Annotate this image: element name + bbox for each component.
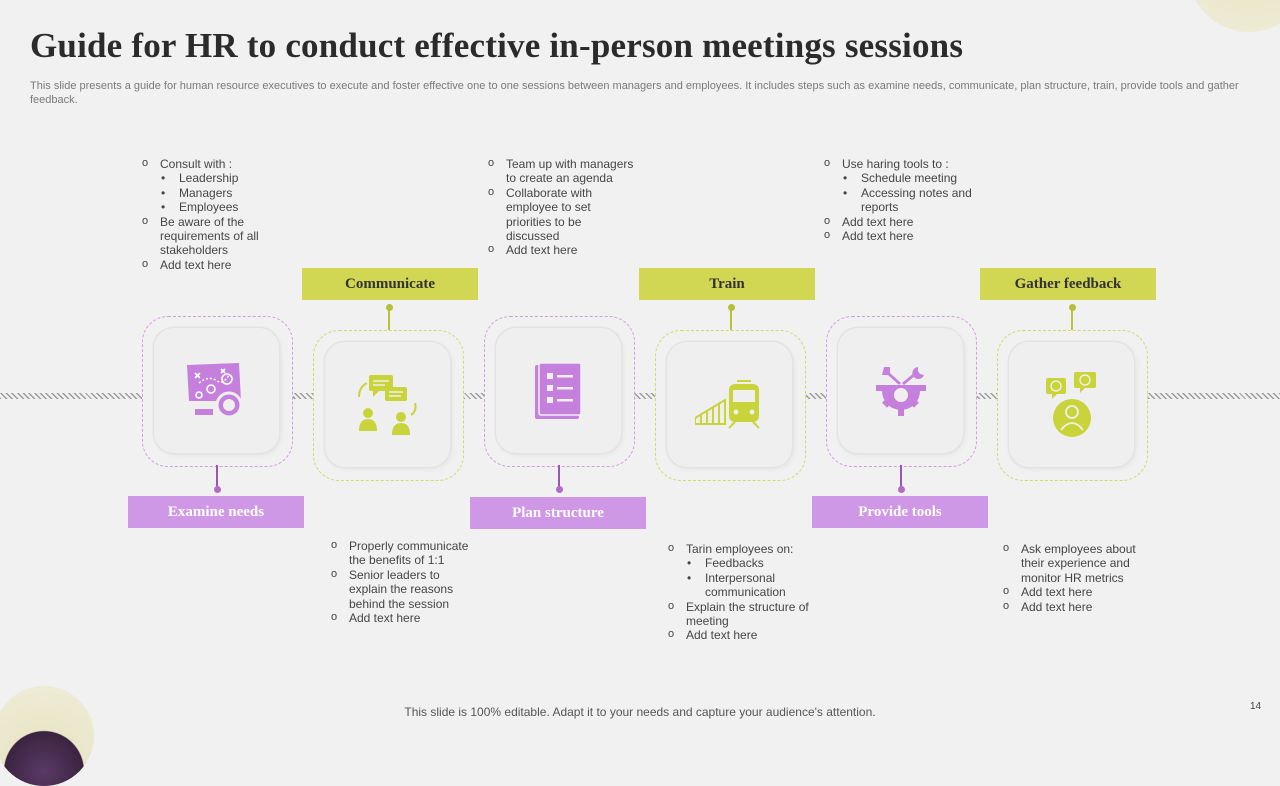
step-card-gather-feedback[interactable] <box>997 330 1148 481</box>
list-item: o Add text here <box>141 258 291 272</box>
decorative-circle-top <box>1188 0 1280 32</box>
text-block-communicate <box>330 539 470 625</box>
list-item: o Team up with managers to create an agenda <box>487 157 637 186</box>
page-subtitle: This slide presents a guide for human resource executives to execute and foster effective one to one sessions between managers and employees. It includes steps such as examine needs, communicate, plan structure, train, provide tools and gather feedback. <box>30 80 1239 106</box>
sub-list-item: • Interpersonal communication <box>667 571 817 600</box>
map-gears-magnifier-icon <box>181 357 253 425</box>
text-block-plan-structure <box>487 157 637 258</box>
connector-dot <box>1069 304 1076 311</box>
connector-dot <box>556 486 563 493</box>
list-item: o Add text here <box>487 243 637 257</box>
step-card-examine-needs[interactable] <box>142 316 293 467</box>
step-label-communicate[interactable]: Communicate <box>302 268 478 300</box>
list-item: o Add text here <box>1002 600 1152 614</box>
decorative-circle-bottom <box>0 686 94 786</box>
list-item: o Add text here <box>1002 585 1152 599</box>
step-label-provide-tools[interactable]: Provide tools <box>812 496 988 528</box>
page-number: 14 <box>1250 701 1262 712</box>
connector-dot <box>728 304 735 311</box>
connector-dot <box>386 304 393 311</box>
text-block-examine-needs <box>141 157 291 272</box>
list-item: o Add text here <box>823 229 983 243</box>
list-item: o Properly communicate the benefits of 1:1 <box>330 539 470 568</box>
sub-list-item: • Feedbacks <box>667 556 817 570</box>
list-item: o Tarin employees on: <box>667 542 817 556</box>
page-title: Guide for HR to conduct effective in-person meetings sessions <box>30 26 964 65</box>
step-label-train[interactable]: Train <box>639 268 815 300</box>
train-icon <box>695 380 765 430</box>
list-item: o Add text here <box>667 628 817 642</box>
step-label-plan-structure[interactable]: Plan structure <box>470 497 646 529</box>
text-block-train <box>667 542 817 643</box>
sub-list-item: • Accessing notes and reports <box>823 186 983 215</box>
list-item: o Add text here <box>823 215 983 229</box>
user-feedback-icon <box>1044 372 1100 438</box>
step-card-provide-tools[interactable] <box>826 316 977 467</box>
text-block-gather-feedback <box>1002 542 1152 614</box>
step-card-train[interactable] <box>655 330 806 481</box>
connector-dot <box>214 486 221 493</box>
list-item: o Consult with : <box>141 157 291 171</box>
footer-note: This slide is 100% editable. Adapt it to your needs and capture your audience's attention. <box>404 705 876 719</box>
list-item: o Add text here <box>330 611 470 625</box>
step-card-communicate[interactable] <box>313 330 464 481</box>
sub-list-item: • Leadership <box>141 171 291 185</box>
list-item: o Be aware of the requirements of all stakeholders <box>141 215 291 258</box>
step-label-examine-needs[interactable]: Examine needs <box>128 496 304 528</box>
list-item: o Collaborate with employee to set priorities to be discussed <box>487 186 637 244</box>
text-block-provide-tools <box>823 157 983 243</box>
step-card-plan-structure[interactable] <box>484 316 635 467</box>
list-item: o Senior leaders to explain the reasons behind the session <box>330 568 470 611</box>
list-item: o Use haring tools to : <box>823 157 983 171</box>
planner-book-icon <box>533 361 585 421</box>
sub-list-item: • Employees <box>141 200 291 214</box>
connector-provide-tools <box>900 465 902 488</box>
people-chat-icon <box>355 373 421 437</box>
connector-examine-needs <box>216 465 218 488</box>
sub-list-item: • Schedule meeting <box>823 171 983 185</box>
connector-dot <box>898 486 905 493</box>
list-item: o Explain the structure of meeting <box>667 600 817 629</box>
list-item: o Ask employees about their experience and monitor HR metrics <box>1002 542 1152 585</box>
tools-gear-icon <box>872 365 930 417</box>
connector-plan-structure <box>558 465 560 488</box>
sub-list-item: • Managers <box>141 186 291 200</box>
step-label-gather-feedback[interactable]: Gather feedback <box>980 268 1156 300</box>
